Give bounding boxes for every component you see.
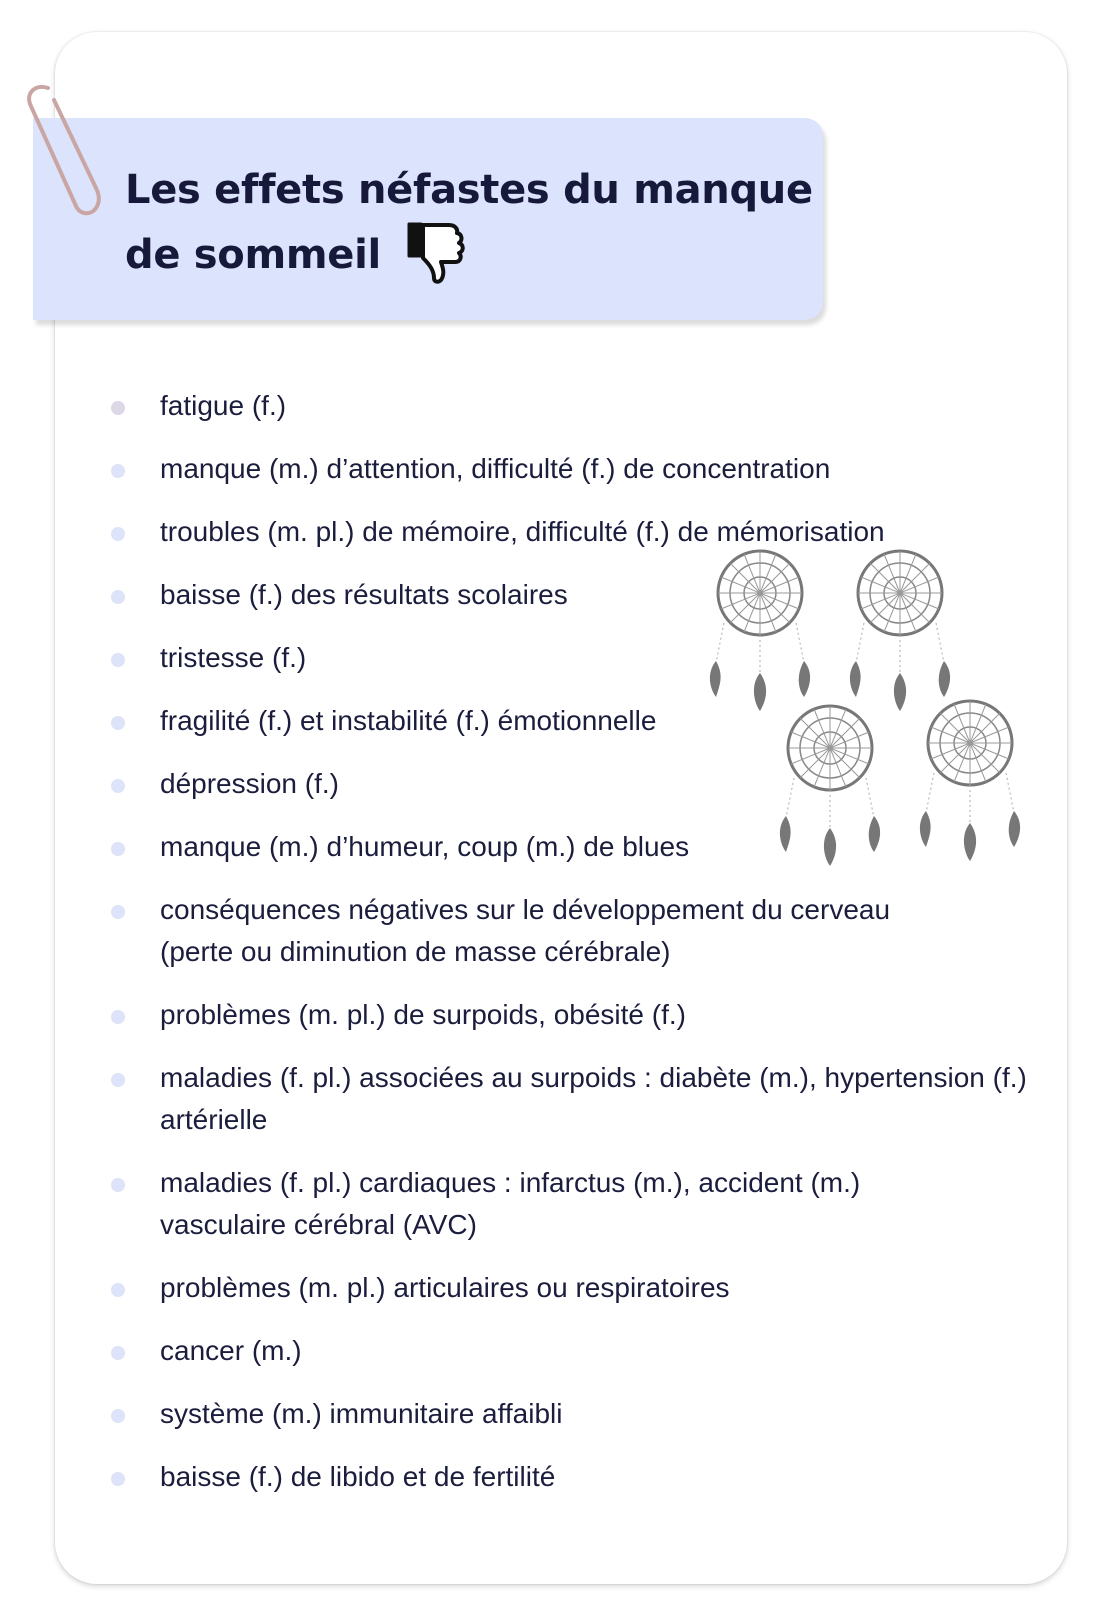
bullet-icon xyxy=(111,1073,125,1087)
list-item xyxy=(105,889,960,973)
list-item-text: baisse (f.) de libido et de fertilité xyxy=(160,1461,556,1492)
bullet-icon xyxy=(111,842,125,856)
bullet-icon xyxy=(111,1010,125,1024)
page-title xyxy=(125,158,815,292)
bullet-icon xyxy=(111,1346,125,1360)
bullet-icon xyxy=(111,779,125,793)
list-item xyxy=(105,1267,1065,1309)
title-line-2-text: de sommeil xyxy=(125,232,381,278)
bullet-icon xyxy=(111,401,125,415)
list-item xyxy=(105,1330,1065,1372)
list-item-text: manque (m.) d’humeur, coup (m.) de blues xyxy=(160,831,690,862)
list-item xyxy=(105,1162,940,1246)
bullet-icon xyxy=(111,464,125,478)
bullet-icon xyxy=(111,905,125,919)
bullet-icon xyxy=(111,716,125,730)
list-item-text: maladies (f. pl.) cardiaques : infarctus (m.), accident (m.) vasculaire cérébral (AVC) xyxy=(160,1167,861,1240)
list-item xyxy=(105,448,1065,490)
list-item-text: troubles (m. pl.) de mémoire, difficulté (f.) de mémorisation xyxy=(160,516,885,547)
list-item-text: tristesse (f.) xyxy=(160,642,307,673)
list-item xyxy=(105,385,1065,427)
bullet-icon xyxy=(111,590,125,604)
bullet-icon xyxy=(111,653,125,667)
dreamcatcher-illustration xyxy=(705,548,1035,878)
list-item-text: fragilité (f.) et instabilité (f.) émotionnelle xyxy=(160,705,657,736)
list-item-text: maladies (f. pl.) associées au surpoids : diabète (m.), hypertension (f.) artérielle xyxy=(160,1062,1027,1135)
bullet-icon xyxy=(111,527,125,541)
bullet-icon xyxy=(111,1409,125,1423)
paperclip-icon xyxy=(18,78,108,218)
list-item-text: système (m.) immunitaire affaibli xyxy=(160,1398,563,1429)
list-item-text: cancer (m.) xyxy=(160,1335,302,1366)
list-item xyxy=(105,511,1065,553)
list-item-text: conséquences négatives sur le développement du cerveau (perte ou diminution de masse cérébrale) xyxy=(160,894,891,967)
list-item xyxy=(105,1456,1065,1498)
list-item-text: dépression (f.) xyxy=(160,768,339,799)
list-item-text: fatigue (f.) xyxy=(160,390,287,421)
title-line-1: Les effets néfastes du manque xyxy=(125,167,813,213)
list-item xyxy=(105,1057,1060,1141)
list-item xyxy=(105,1393,1065,1435)
list-item-text: baisse (f.) des résultats scolaires xyxy=(160,579,568,610)
title-line-2 xyxy=(125,222,815,292)
list-item-text: problèmes (m. pl.) de surpoids, obésité (f.) xyxy=(160,999,686,1030)
thumbs-down-icon xyxy=(401,216,471,286)
bullet-icon xyxy=(111,1472,125,1486)
list-item-text: problèmes (m. pl.) articulaires ou respiratoires xyxy=(160,1272,730,1303)
bullet-icon xyxy=(111,1283,125,1297)
bullet-icon xyxy=(111,1178,125,1192)
list-item xyxy=(105,994,1065,1036)
list-item-text: manque (m.) d’attention, difficulté (f.) de concentration xyxy=(160,453,831,484)
